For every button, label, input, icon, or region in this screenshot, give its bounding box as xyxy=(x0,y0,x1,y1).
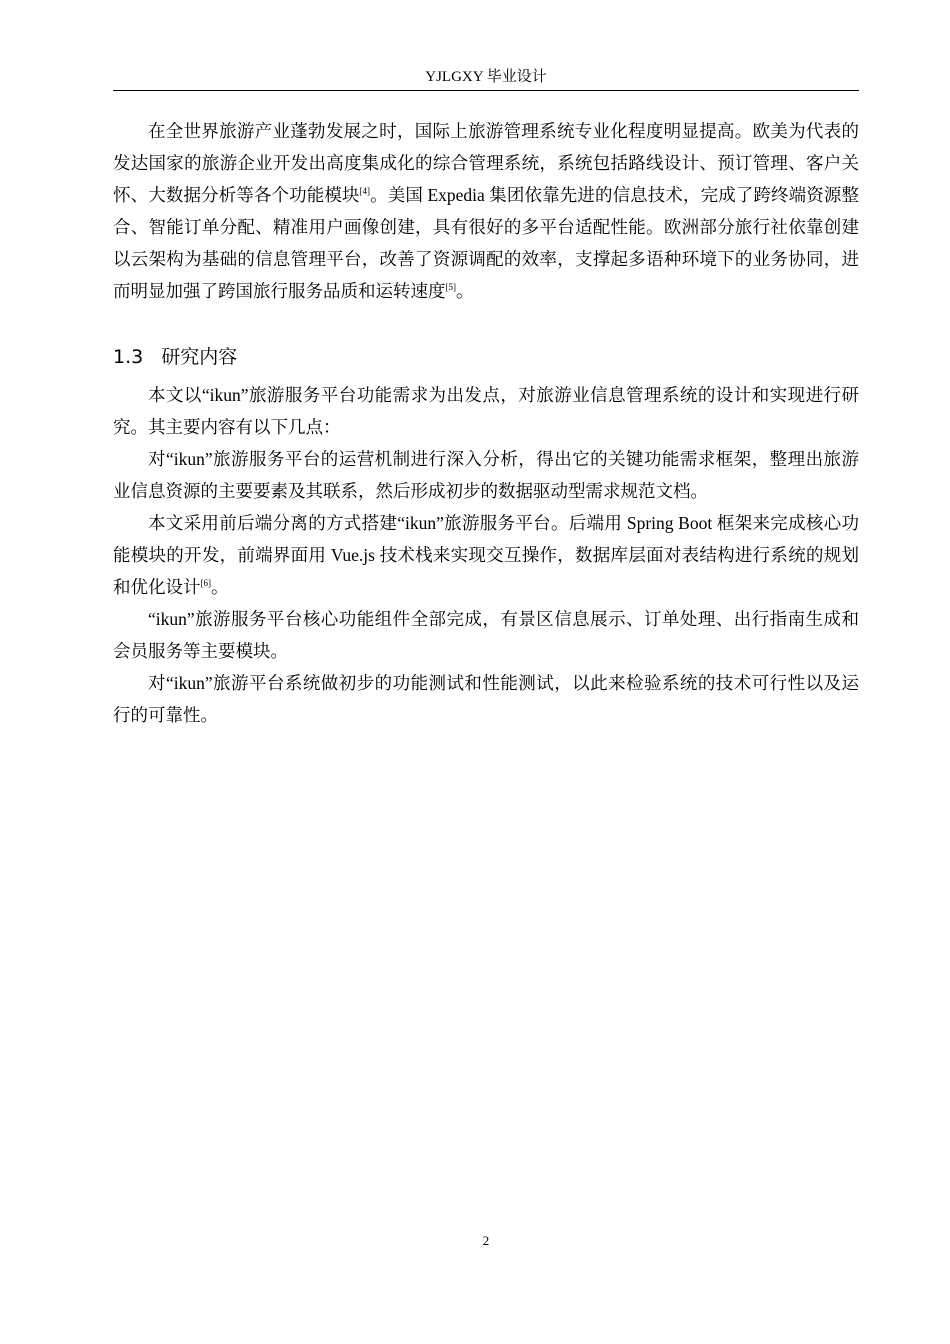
page-header-title: YJLGXY 毕业设计 xyxy=(425,69,547,85)
paragraph-text: 在全世界旅游产业蓬勃发展之时，国际上旅游管理系统专业化程度明显提高。欧美为代表的发达国家的旅游企业开发出高度集成化的综合管理系统，系统包括路线设计、预订管理、客户关怀、大数据分析等各个功能模块 xyxy=(113,121,859,205)
page-number: 2 xyxy=(482,1233,490,1248)
paragraph-text: 。 xyxy=(456,281,474,301)
paragraph-text: 本文采用前后端分离的方式搭建“ikun”旅游服务平台。后端用 Spring Boot 框架来完成核心功能模块的开发，前端界面用 Vue.js 技术栈来实现交互操作，数据库层面对表结构进行系统的规划和优化设计 xyxy=(113,513,859,597)
paragraph-research-item-1: 对“ikun”旅游服务平台的运营机制进行深入分析，得出它的关键功能需求框架，整理出旅游业信息资源的主要要素及其联系，然后形成初步的数据驱动型需求规范文档。 xyxy=(113,449,859,501)
section-number: 1.3 xyxy=(113,346,144,368)
page-body xyxy=(113,115,859,731)
paragraph-research-item-2 xyxy=(113,507,859,603)
paragraph-text: 。 xyxy=(211,577,229,597)
citation-6: [6] xyxy=(200,578,211,589)
citation-5: [5] xyxy=(445,282,456,293)
section-title: 研究内容 xyxy=(161,346,238,368)
paragraph-international-overview xyxy=(113,115,859,307)
paragraph-research-intro: 本文以“ikun”旅游服务平台功能需求为出发点，对旅游业信息管理系统的设计和实现进行研究。其主要内容有以下几点： xyxy=(113,385,859,437)
header-rule xyxy=(113,90,859,91)
section-heading xyxy=(113,341,859,373)
paragraph-research-item-3: “ikun”旅游服务平台核心功能组件全部完成，有景区信息展示、订单处理、出行指南生成和会员服务等主要模块。 xyxy=(113,609,859,661)
paragraph-research-item-4: 对“ikun”旅游平台系统做初步的功能测试和性能测试，以此来检验系统的技术可行性以及运行的可靠性。 xyxy=(113,673,859,725)
paragraph-text: 。美国 Expedia 集团依靠先进的信息技术，完成了跨终端资源整合、智能订单分配、精准用户画像创建，具有很好的多平台适配性能。欧洲部分旅行社依靠创建以云架构为基础的信息管理平台，改善了资源调配的效率，支撑起多语种环境下的业务协同，进而明显加强了跨国旅行服务品质和运转速度 xyxy=(113,185,859,301)
citation-4: [4] xyxy=(359,186,371,197)
